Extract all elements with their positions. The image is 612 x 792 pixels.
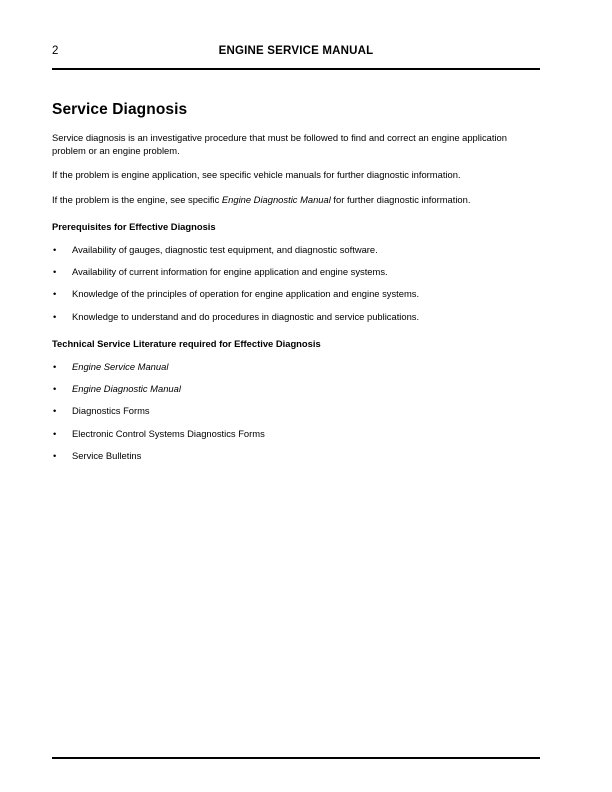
page-title: Service Diagnosis (52, 101, 188, 118)
header-title: ENGINE SERVICE MANUAL (218, 45, 374, 57)
paragraph-engine-problem-lead: If the problem is the engine, see specific (52, 193, 222, 205)
list-item-label: Diagnostics Forms (72, 405, 150, 417)
paragraph-intro-text: Service diagnosis is an investigative procedure that must be followed to find and correct an engine application problem or an engine problem. (52, 132, 507, 157)
prerequisites-list (52, 243, 540, 323)
list-item-label: Knowledge to understand and do procedures in diagnostic and service publications. (72, 310, 420, 322)
list-item-label: Engine Diagnostic Manual (72, 383, 181, 395)
manual-reference-italic: Engine Diagnostic Manual (221, 193, 331, 205)
bullet-icon: • (53, 427, 57, 439)
document-body-container (52, 84, 540, 462)
bullet-icon: • (53, 449, 57, 461)
list-item (52, 360, 540, 373)
list-item (52, 449, 540, 462)
bullet-icon: • (53, 244, 57, 256)
list-item (52, 265, 540, 278)
literature-list (52, 360, 540, 462)
list-item-label: Availability of current information for engine application and engine systems. (72, 266, 388, 278)
bullet-icon: • (53, 288, 57, 300)
list-item-label: Engine Service Manual (72, 361, 169, 373)
subheading-literature: Technical Service Literature required for Effective Diagnosis (52, 337, 321, 349)
list-item-label: Electronic Control Systems Diagnostics Forms (72, 427, 265, 439)
list-item (52, 404, 540, 417)
paragraph-engine-problem (52, 193, 540, 206)
page-content (52, 0, 540, 74)
list-item-label: Availability of gauges, diagnostic test equipment, and diagnostic software. (72, 244, 378, 256)
paragraph-engine-problem-tail: for further diagnostic information. (330, 193, 471, 205)
footer-divider (52, 757, 540, 759)
bullet-icon: • (53, 266, 57, 278)
list-item (52, 382, 540, 395)
bullet-icon: • (53, 405, 57, 417)
page-number: 2 (52, 45, 59, 57)
list-item-label: Knowledge of the principles of operation for engine application and engine systems. (72, 288, 420, 300)
list-item-label: Service Bulletins (72, 449, 142, 461)
list-item (52, 243, 540, 256)
bullet-icon: • (53, 361, 57, 373)
bullet-icon: • (53, 310, 57, 322)
paragraph-intro (52, 131, 540, 157)
paragraph-engine-application-text: If the problem is engine application, see specific vehicle manuals for further diagnostic information. (52, 169, 461, 181)
list-item (52, 427, 540, 440)
document-body (52, 100, 540, 462)
list-item (52, 310, 540, 323)
paragraph-engine-application (52, 168, 540, 181)
list-item (52, 287, 540, 300)
bullet-icon: • (53, 383, 57, 395)
subheading-prerequisites: Prerequisites for Effective Diagnosis (52, 220, 216, 232)
header-divider (52, 68, 540, 70)
